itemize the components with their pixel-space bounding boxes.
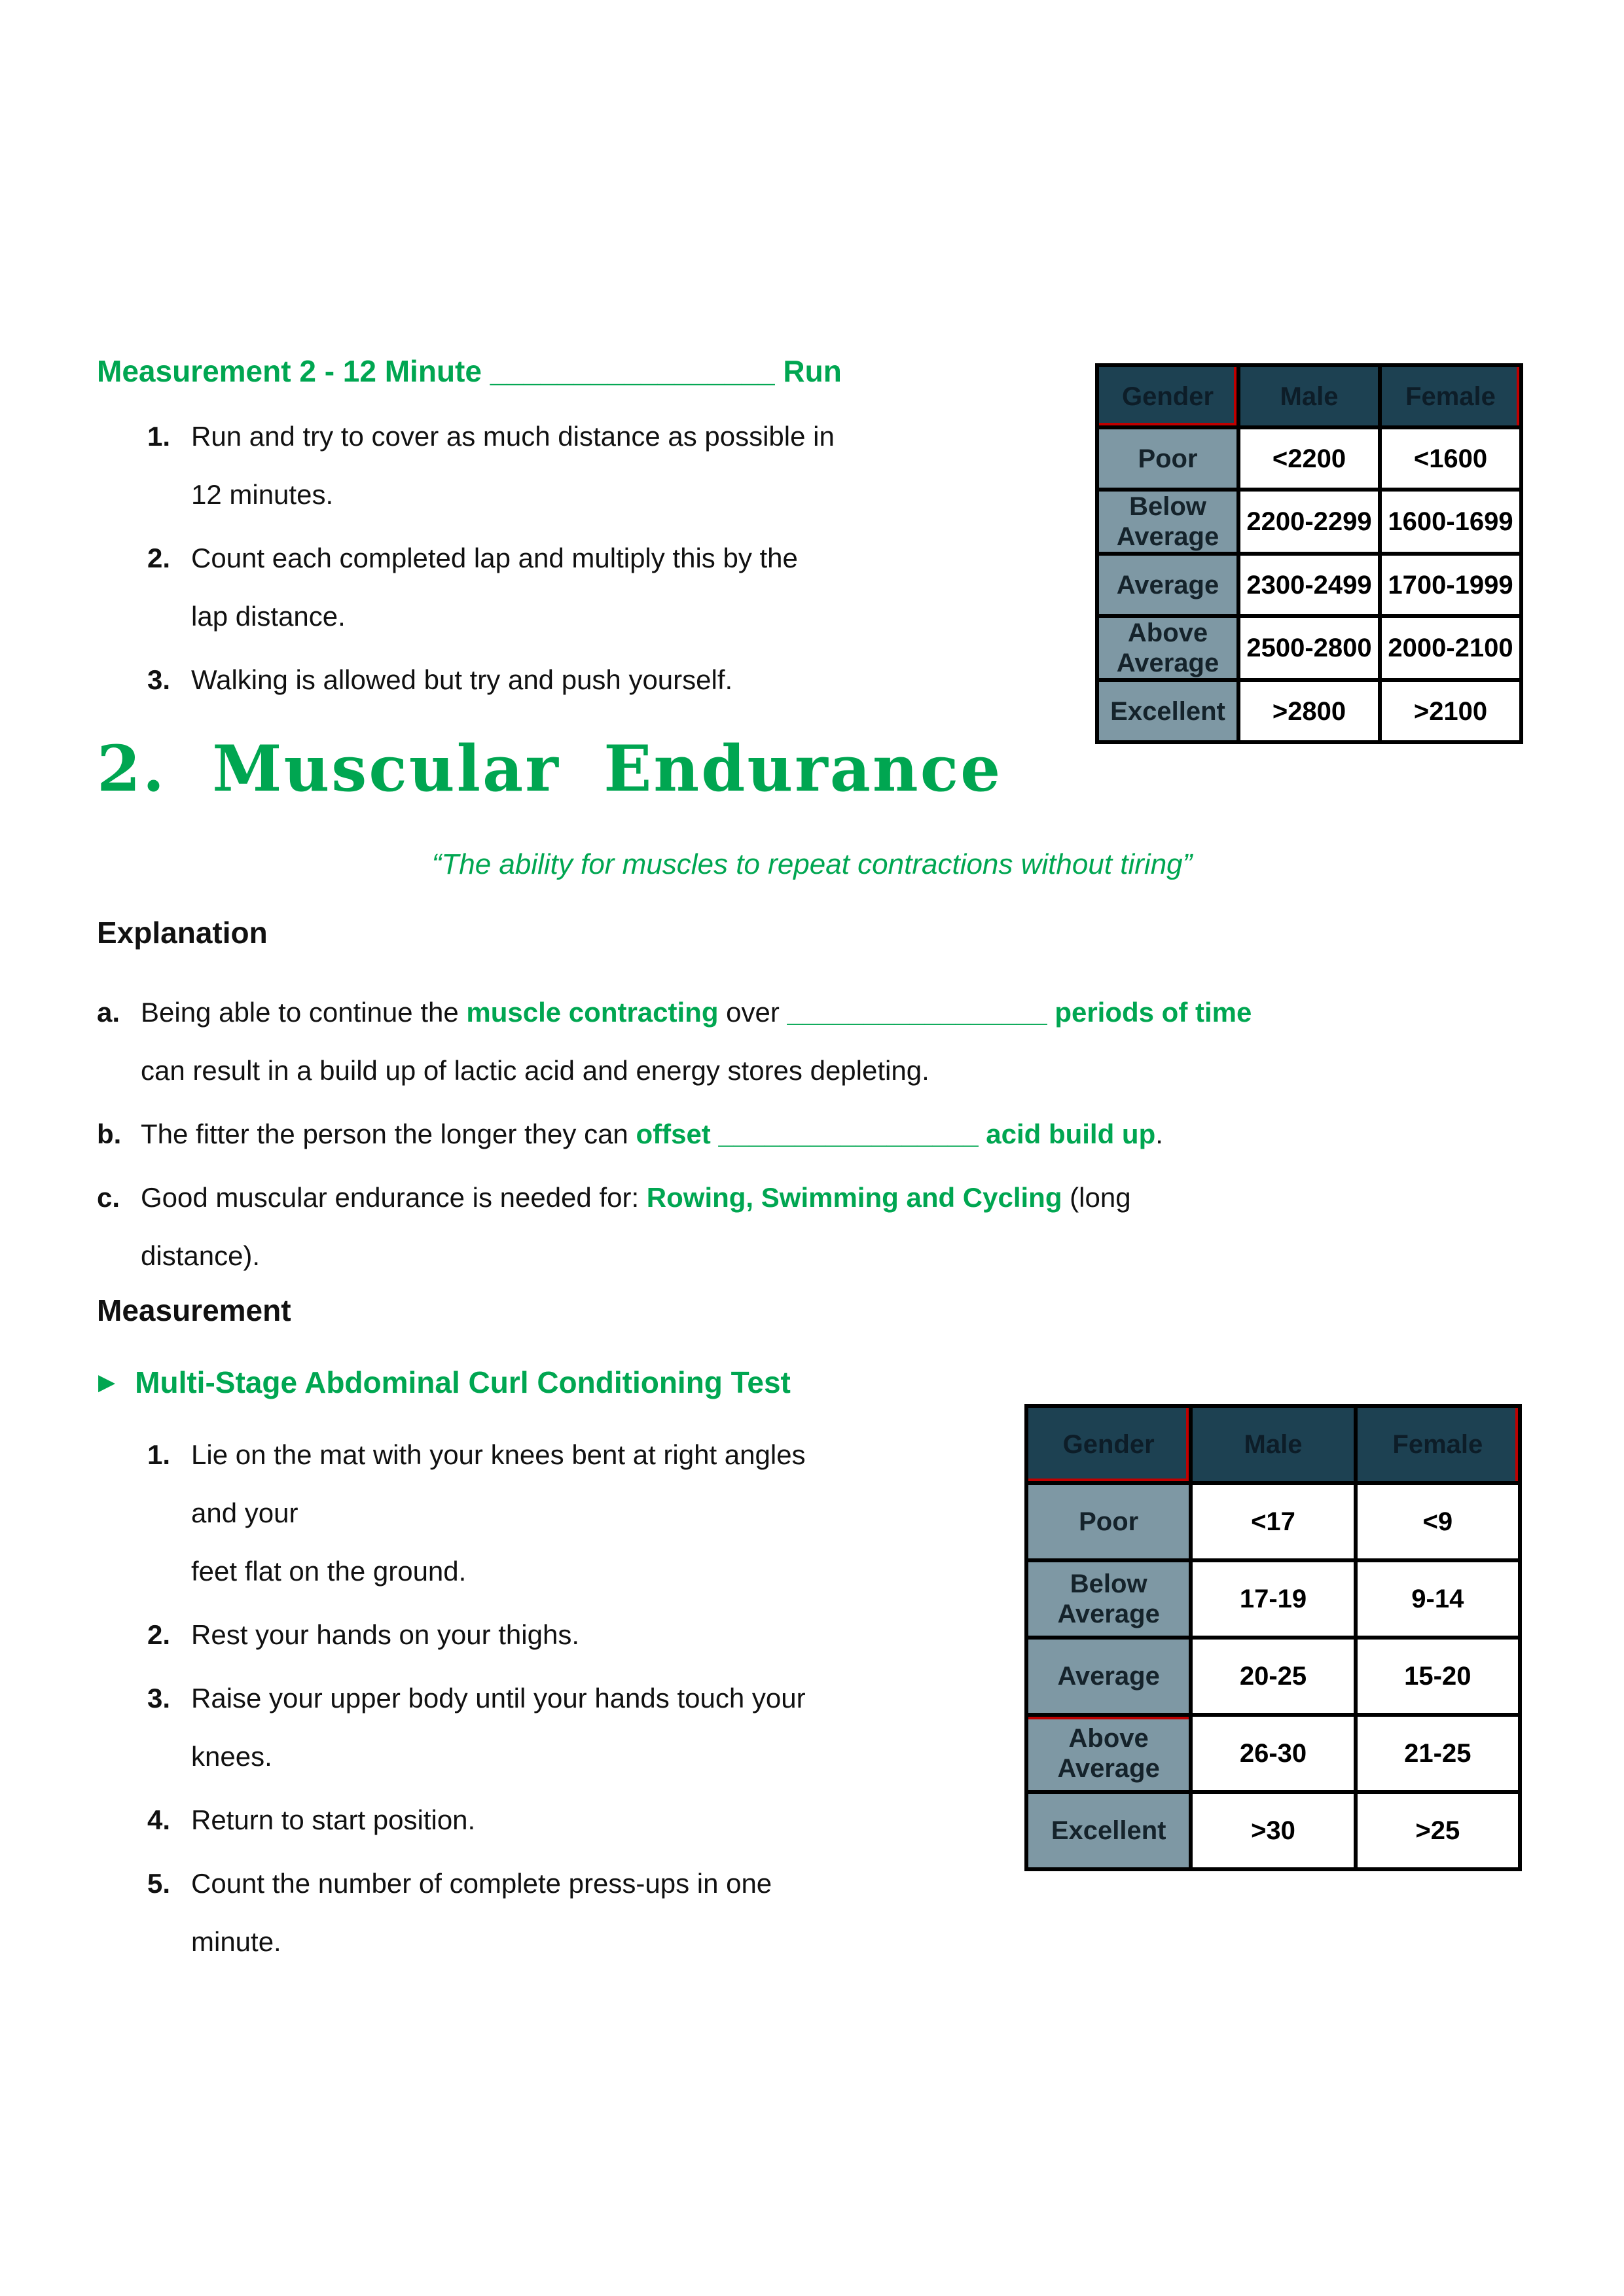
row-label: Average <box>1026 1638 1191 1715</box>
item-line: Count the number of complete press-ups in one <box>191 1868 772 1899</box>
highlight-run: offset <box>636 1119 711 1149</box>
table-header-row <box>1097 365 1521 427</box>
cell-female: <9 <box>1356 1483 1520 1560</box>
text-run: (long <box>1062 1182 1131 1213</box>
curl-test-steps <box>147 1426 806 1976</box>
section-number: 2. <box>97 732 167 806</box>
cell-female: >25 <box>1356 1792 1520 1869</box>
item-number: 2. <box>147 1619 171 1650</box>
cell-female: 15-20 <box>1356 1638 1520 1715</box>
text-run: The fitter the person the longer they can <box>141 1119 636 1149</box>
cell-female: 1700-1999 <box>1380 554 1521 616</box>
row-label: Below Average <box>1097 490 1238 554</box>
explanation-item-b <box>97 1105 1252 1163</box>
highlight-run: periods of time <box>1055 997 1252 1028</box>
item-line: Lie on the mat with your knees bent at right angles <box>191 1439 806 1470</box>
text-run: Good muscular endurance is needed for: <box>141 1182 647 1213</box>
item-number: 1. <box>147 421 171 452</box>
header-cell-gender: Gender <box>1097 365 1238 427</box>
table-row <box>1097 490 1521 554</box>
item-line <box>141 983 1252 1041</box>
table-row <box>1026 1715 1520 1792</box>
definition-quote: “The ability for muscles to repeat contractions without tiring” <box>431 848 1193 880</box>
row-label: Average <box>1097 554 1238 616</box>
cell-female: 9-14 <box>1356 1560 1520 1638</box>
row-label: Excellent <box>1026 1792 1191 1869</box>
section1-list <box>147 407 835 714</box>
cell-male: >30 <box>1191 1792 1355 1869</box>
cell-male: 2200-2299 <box>1238 490 1380 554</box>
item-number: 4. <box>147 1804 171 1835</box>
item-line: and your <box>191 1498 298 1528</box>
header-cell-male: Male <box>1191 1406 1355 1483</box>
list-item <box>147 1426 806 1600</box>
list-item <box>147 651 835 709</box>
table-row <box>1097 680 1521 742</box>
item-number: 5. <box>147 1868 171 1899</box>
item-line: Raise your upper body until your hands touch your <box>191 1683 806 1713</box>
row-label: Below Average <box>1026 1560 1191 1638</box>
test-title: Multi-Stage Abdominal Curl Conditioning Test <box>135 1365 791 1399</box>
item-number: 2. <box>147 543 171 573</box>
section-title: Muscular Endurance <box>212 732 1003 806</box>
header-cell-gender: Gender <box>1026 1406 1191 1483</box>
text-run: . <box>1155 1119 1163 1149</box>
cell-male: 2300-2499 <box>1238 554 1380 616</box>
test-title-row <box>98 1365 791 1400</box>
item-line: can result in a build up of lactic acid and energy stores depleting. <box>141 1055 929 1086</box>
table-row <box>1026 1560 1520 1638</box>
cell-male: >2800 <box>1238 680 1380 742</box>
list-item <box>147 1854 806 1971</box>
cell-male: 2500-2800 <box>1238 616 1380 680</box>
table-row <box>1026 1483 1520 1560</box>
section1-heading: Measurement 2 - 12 Minute _________________ Run <box>97 354 842 388</box>
item-line <box>141 1168 1131 1227</box>
item-line: distance). <box>141 1240 261 1271</box>
item-line: Rest your hands on your thighs. <box>191 1619 580 1650</box>
table-row <box>1026 1792 1520 1869</box>
header-cell-female: Female <box>1356 1406 1520 1483</box>
curl-rating-table <box>1024 1404 1522 1871</box>
highlight-run: acid build up <box>986 1119 1156 1149</box>
item-marker: a. <box>97 997 120 1028</box>
item-line: 12 minutes. <box>191 479 334 510</box>
row-label: Above Average <box>1026 1715 1191 1792</box>
item-number: 3. <box>147 1683 171 1713</box>
table-header-row <box>1026 1406 1520 1483</box>
item-line: Count each completed lap and multiply this by the <box>191 543 798 573</box>
measurement-heading: Measurement <box>97 1293 291 1327</box>
blank-line: _________________ <box>787 997 1055 1028</box>
item-line: Run and try to cover as much distance as possible in <box>191 421 835 452</box>
cell-male: 26-30 <box>1191 1715 1355 1792</box>
item-line <box>141 1105 1163 1163</box>
list-item <box>147 1669 806 1785</box>
item-marker: b. <box>97 1119 122 1149</box>
fitness-rating-table <box>1095 363 1523 744</box>
explanation-heading: Explanation <box>97 916 268 950</box>
cell-male: 17-19 <box>1191 1560 1355 1638</box>
list-item <box>147 1791 806 1849</box>
cell-male: <17 <box>1191 1483 1355 1560</box>
cell-female: 21-25 <box>1356 1715 1520 1792</box>
blank-line: _________________ <box>710 1119 986 1149</box>
highlight-run: muscle contracting <box>466 997 719 1028</box>
explanation-list <box>97 983 1252 1290</box>
cell-female: <1600 <box>1380 427 1521 490</box>
item-line: knees. <box>191 1741 272 1772</box>
table-row <box>1097 554 1521 616</box>
explanation-item-a <box>97 983 1252 1100</box>
cell-male: <2200 <box>1238 427 1380 490</box>
triangle-bullet-icon: ▶ <box>98 1370 116 1395</box>
list-item <box>147 1605 806 1664</box>
explanation-item-c <box>97 1168 1252 1285</box>
cell-female: >2100 <box>1380 680 1521 742</box>
section2-heading <box>97 732 1002 806</box>
table-row <box>1097 616 1521 680</box>
item-marker: c. <box>97 1182 120 1213</box>
header-cell-male: Male <box>1238 365 1380 427</box>
header-cell-female: Female <box>1380 365 1521 427</box>
list-item <box>147 529 835 645</box>
item-line: Walking is allowed but try and push yourself. <box>191 664 733 695</box>
item-line: lap distance. <box>191 601 346 632</box>
text-run: Being able to continue the <box>141 997 467 1028</box>
highlight-run: Rowing, Swimming and Cycling <box>646 1182 1062 1213</box>
item-line: Return to start position. <box>191 1804 476 1835</box>
table-row <box>1026 1638 1520 1715</box>
item-number: 3. <box>147 664 171 695</box>
cell-male: 20-25 <box>1191 1638 1355 1715</box>
item-line: feet flat on the ground. <box>191 1556 467 1587</box>
row-label: Poor <box>1097 427 1238 490</box>
row-label: Poor <box>1026 1483 1191 1560</box>
row-label: Excellent <box>1097 680 1238 742</box>
text-run: over <box>718 997 787 1028</box>
cell-female: 2000-2100 <box>1380 616 1521 680</box>
item-line: minute. <box>191 1926 281 1957</box>
row-label: Above Average <box>1097 616 1238 680</box>
list-item <box>147 407 835 524</box>
table-row <box>1097 427 1521 490</box>
item-number: 1. <box>147 1439 171 1470</box>
cell-female: 1600-1699 <box>1380 490 1521 554</box>
